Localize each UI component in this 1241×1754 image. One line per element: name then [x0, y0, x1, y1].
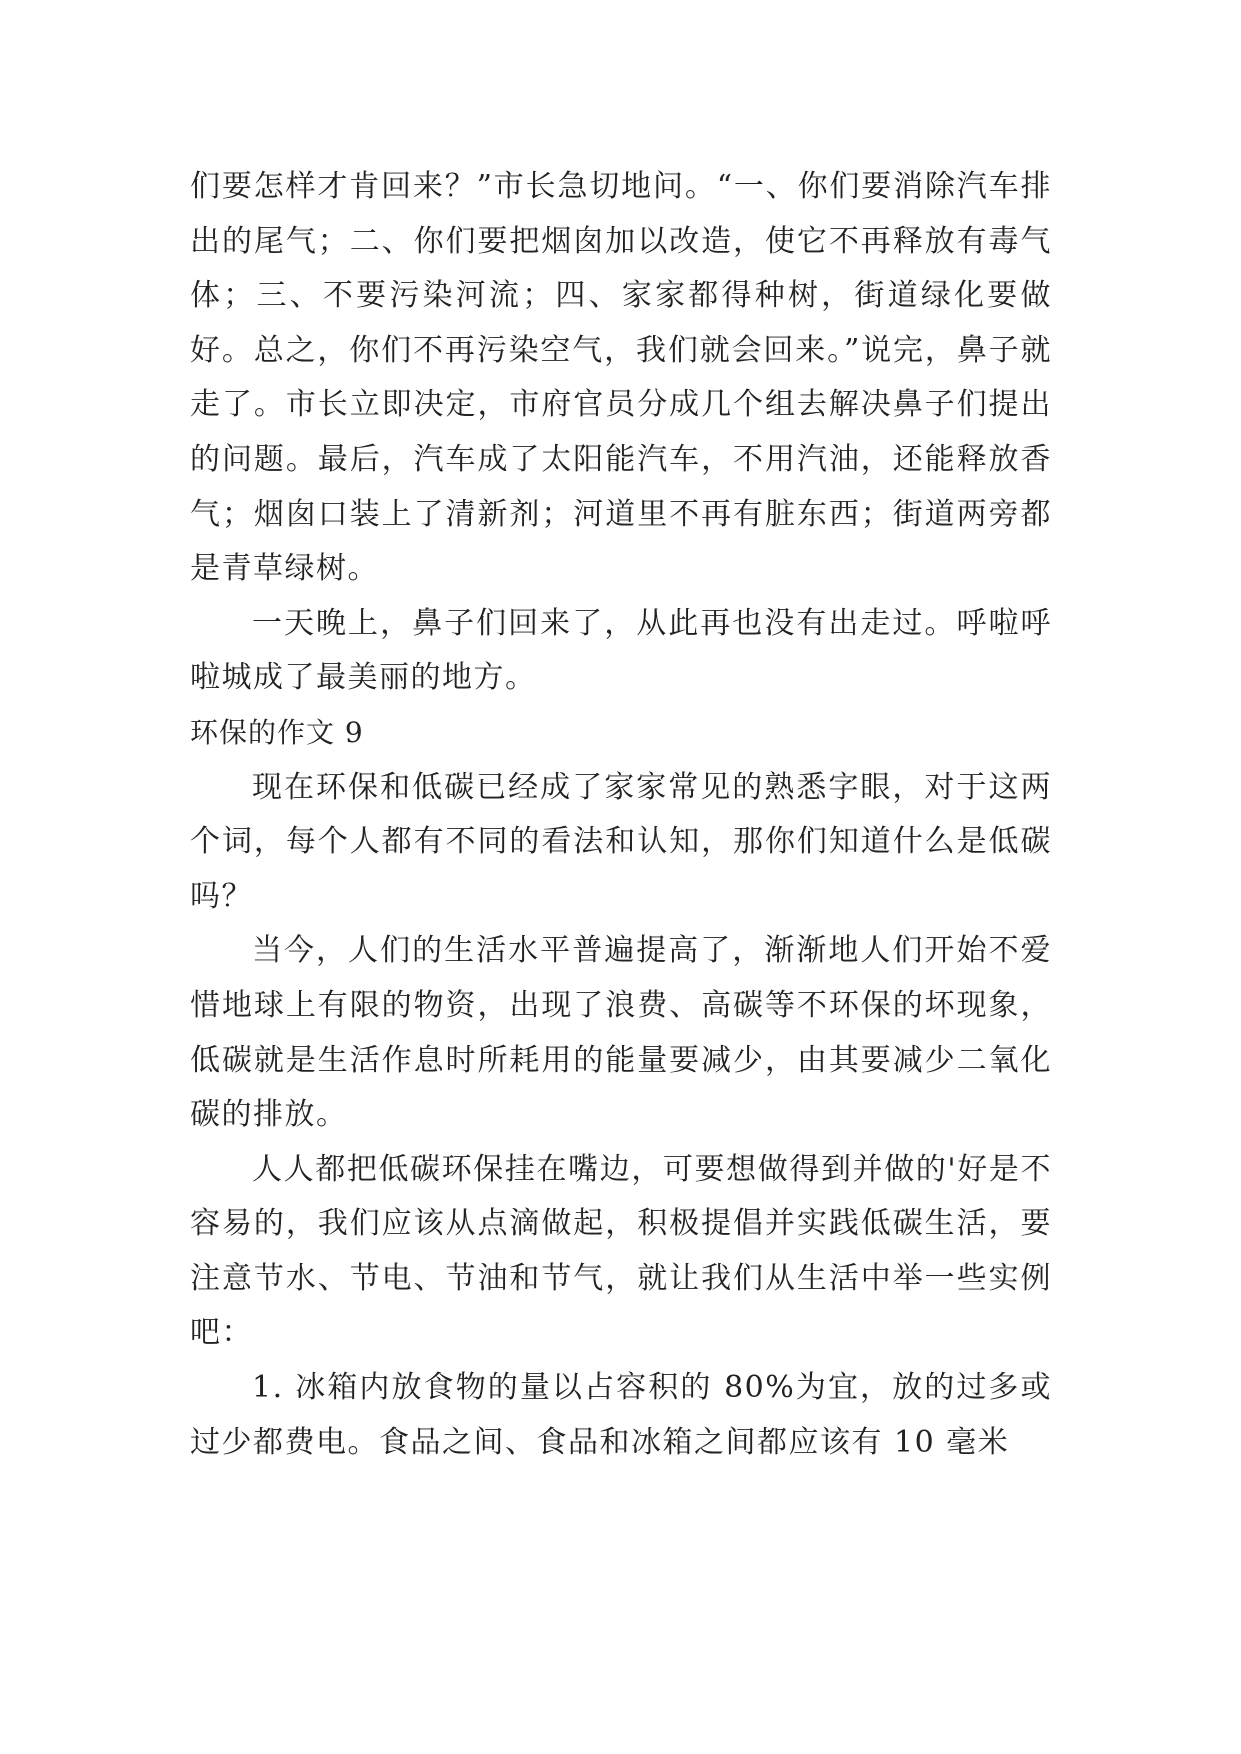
paragraph-story-continuation: 们要怎样才肯回来？”市长急切地问。“一、你们要消除汽车排出的尾气；二、你们要把烟囱加以改造，使它不再释放有毒气体；三、不要污染河流；四、家家都得种树，街道绿化要做好。总之，你们不再污染空气，我们就会回来。”说完，鼻子就走了。市长立即决定，市府官员分成几个组去解决鼻子们提出的问题。最后，汽车成了太阳能汽车，不用汽油，还能释放香气；烟囱口装上了清新剂；河道里不再有脏东西；街道两旁都是青草绿树。	[190, 169, 1052, 587]
paragraph-intro: 现在环保和低碳已经成了家家常见的熟悉字眼，对于这两个词，每个人都有不同的看法和认知，那你们知道什么是低碳吗？	[190, 769, 1052, 914]
paragraph-practice: 人人都把低碳环保挂在嘴边，可要想做得到并做的'好是不容易的，我们应该从点滴做起，积极提倡并实践低碳生活，要注意节水、节电、节油和节气，就让我们从生活中举一些实例吧：	[190, 1151, 1052, 1351]
document-body	[190, 160, 1052, 1470]
section-heading: 环保的作文 9	[190, 715, 364, 749]
paragraph-example-1: 1. 冰箱内放食物的量以占容积的 80%为宜，放的过多或过少都费电。食品之间、食品和冰箱之间都应该有 10 毫米	[190, 1370, 1052, 1460]
paragraph-story-ending: 一天晚上，鼻子们回来了，从此再也没有出走过。呼啦呼啦城成了最美丽的地方。	[190, 605, 1052, 696]
paragraph-definition: 当今，人们的生活水平普遍提高了，渐渐地人们开始不爱惜地球上有限的物资，出现了浪费、高碳等不环保的坏现象，低碳就是生活作息时所耗用的能量要减少，由其要减少二氧化碳的排放。	[190, 933, 1052, 1133]
